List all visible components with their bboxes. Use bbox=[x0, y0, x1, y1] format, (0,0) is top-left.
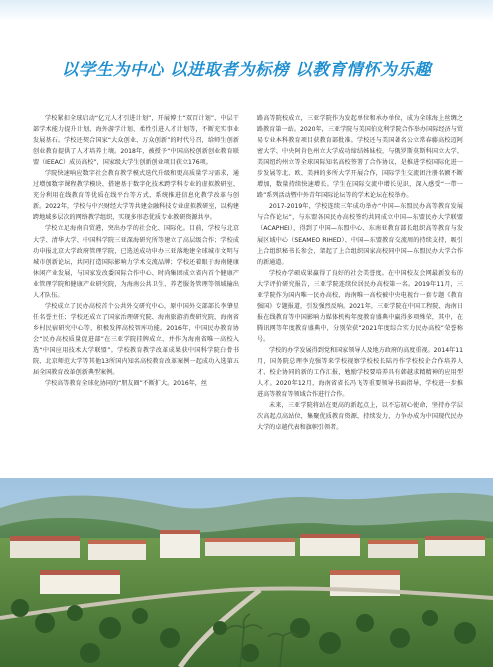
right-paragraph-3: 学校办学硕成果赢得了良好的社会美誉度。在中国校友会网最新发布的大学评价研究报告，三亚学院连续位居民办高校第一名。2019年11月，三亚学院作为国内唯一民办高校、海南唯一高校被中央电视台一套专题《教育强国》专题报道，引发强烈反响。2021年，三亚学院在中国工程院、海南日报在线教育等中国影响力媒体机构年度教育盛典中赢得多项殊荣，其中，在腾讯网等年度教育盛典中，分别荣获“2021年度综合实力民办高校”荣誉称号。 bbox=[257, 269, 463, 343]
campus-aerial-illustration bbox=[0, 478, 493, 667]
page-headline: 以学生为中心 以进取者为标榜 以教育情怀为乐趣 bbox=[61, 60, 432, 79]
campus-aerial-photo bbox=[0, 478, 493, 667]
right-paragraph-1: 路高等院校成立，三亚学院作为发起单位和承办单位，成为全球海上丝绸之路教育第一站。2020年，三亚学院与美国伯克利学院合作举办国际经济与贸易专业本科教育项目获教育部批准。学校还与美国著名公立常春藤高校迈阿密大学、中央阿肯色州立大学成功缔结姊妹校，与俄罗斯莫斯科国立大学、美国纽约州立等全球国际知名高校签署了合作协议，是推进学校国际化进一步发展等北、欧、美洲的多所大学开展合作，国际学生交流团注册名额不断增加，数量持续快速增长。学生在国际交流中增长见识，深入感受“一带一路”系列活动暨中外青年国际论坛等的学术论坛在校举办。 bbox=[257, 115, 463, 200]
left-paragraph-1: 学校紧扣全球启动“亿元人才引进计划”，开展博士“双百计划”、中层干部学术能力提升计划、海外游学计划、柔性引进人才计划等，不断充实事业发展基石。学校还契合国家“大众创业、万众创新”的时代号召，给师生创新创业教育提供了人才培养土壤。2018年，被授予“中国高校创新创业教育联盟（IEEAC）成员高校”，国家级大学生创新创业项目获立176项。 bbox=[33, 115, 239, 167]
right-paragraph-4: 学校的办学发展得到党和国家领导人及地方政府的高度重视。2014年11月，国务院总理李克强等来学校视察学校校长陆丹作学校校企合作培养人才、校企协同的新的工作汇报，勉励学校要培养具有韩越求精精神的应用型人才。2020年12月，海南省省长冯飞等重要领导书面指导，学校进一步推进高等教育等领域合作进行合作。 bbox=[257, 346, 463, 399]
right-paragraph-2: 2017-2019年，学校连续三年成功举办“中国—东盟民办高等教育发展与合作论坛”，与东盟各国民办高校签约共同成立中国—东盟民办大学联盟（ACAPHEI），得到了中国—东盟中心、东南亚教育部长组织高等教育与发展区域中心（SEAMEO RIHED）、中国—东盟教育交流周的持续支持，吸引上合组织秘书长参会，架起了上合组织国家高校同中国—东盟民办大学合作的新通道。 bbox=[257, 203, 463, 266]
left-paragraph-5: 学校高等教育全球化协同的“朋友圈”不断扩大。2016年，丝 bbox=[45, 380, 207, 388]
left-paragraph-2: 学院快速响应数字社会教育教学模式迭代升级和更高质量学习需求，通过增加数字课程教学模块、搭建基于数字化技术跨学科专业的虚拟教研室、充分利用在线教育等优质在线平台等方式，系统推进信息化教学改革与创新。2022年，学校与中兴财经大学等共建金融科技专业虚拟教研室，以构建跨地域多层次的网络教学组织，实现多形态优质专业教研资源共享。 bbox=[33, 170, 239, 222]
top-color-band bbox=[0, 0, 493, 22]
right-column bbox=[257, 113, 463, 475]
body-columns bbox=[33, 113, 463, 475]
left-paragraph-4: 学校成立了民办高校首个公共外交研究中心，原中国外交部部长李肇星任名誉主任；学校还成立了国家治理研究院、海南旅游消费研究院、海南省乡村民宿研究中心等，积极发挥高校智库功能。2016年，中国民办教育协会“民办高校质量促进部”在三亚学院挂牌成立，并作为海南省唯一高校入选“中国应用技术大学联盟”。学校教育教学改革成果获中国科学院白骨书院、北京师范大学等其他13所国内知名高校教育改革案例一起成功入选第五届全国教育改革创新典型案例。 bbox=[33, 302, 239, 377]
left-column bbox=[33, 113, 239, 475]
left-paragraph-3: 学校立足海南自贸港，突出办学的社会化、国际化。目前，学校与北京大学、清华大学、中国科学院三亚深海研究所等建立了高层级合作；学校成功申报北京大学政府管理学院，已选送成功申办三亚落地建全球城市文明与城市创新论坛，共同打造国际影响力学术交流品牌；学校还着眼于海南健康休闲产业发展，与国家发改委国际合作中心、时尚集团成立省内首个健康产业管理学院和健康产业研究院，为海南公共卫生、养老服务管理等领域输出人才队伍。 bbox=[33, 225, 239, 299]
right-paragraph-5: 未来，三亚学院将站在更高的新起点上，以不忘初心使命，坚持办学层次高起点高站位，集聚优质教育资源，持续发力，力争办成为中国现代民办大学的卓越代表和旗帜引领者。 bbox=[257, 402, 463, 432]
